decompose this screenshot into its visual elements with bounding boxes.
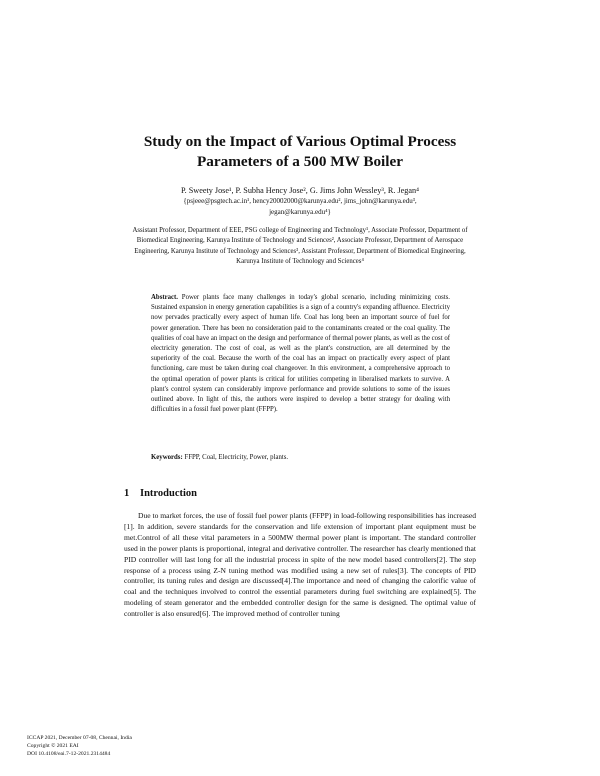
footer-copyright: Copyright © 2021 EAI: [27, 743, 79, 750]
title-line-2: Parameters of a 500 MW Boiler: [197, 153, 403, 170]
author-affiliations: Assistant Professor, Department of EEE, PSG college of Engineering and Technology¹, Associate Professor, Department of Biomedical Engineering, Karunya Institute of Technology and Sciences², Associate Professor, Department of Aerospace Engineering, Karunya Institute of Technology and Sciences³, Assistant Professor, Department of Biomedical Engineering, Karunya Institute of Technology and Sciences⁴: [132, 227, 468, 265]
keywords: [151, 453, 450, 463]
paper-title: [100, 132, 500, 172]
section-heading: [124, 487, 476, 501]
author-emails: [120, 196, 480, 217]
keywords-text: FFPP, Coal, Electricity, Power, plants.: [184, 454, 289, 461]
footer-conference: ICCAP 2021, December 07-08, Chennai, India: [27, 735, 132, 741]
section-title: Introduction: [140, 488, 197, 499]
abstract-text: Power plants face many challenges in today's global scenario, including minimizing costs. Sustained expansion in energy generation capabilities is a sign of a country's expanding affluence. Electricity now pervades practically every aspect of human life. Coal has long been an important source of fuel for power generation. There has been no consideration paid to the contaminants created or the coal quality. The qualities of coal have an impact on the design and performance of thermal power plants, as well as the cost of electricity generation. The cost of coal, as well as the plant's construction, are all determined by the superiority of the coal. Because the worth of the coal has an impact on practically every aspect of plant functioning, care must be taken during coal changeover. In this environment, a comprehensive approach to the optimal operation of power plants is critical for utilities competing in liberalised markets to survive. A plant's control system can considerably improve performance and provide solutions to some of the issues outlined above. In light of this, the authors were inspired to develop a better strategy for dealing with difficulties in a fossil fuel power plant (FFPP).: [151, 294, 451, 414]
emails-line-1: {psjeee@psgtech.ac.in¹, hency20002000@karunya.edu², jims_john@karunya.edu³,: [183, 197, 417, 205]
abstract-label: Abstract.: [151, 294, 178, 301]
title-line-1: Study on the Impact of Various Optimal Process: [143, 133, 457, 150]
intro-paragraph: Due to market forces, the use of fossil fuel power plants (FFPP) in load-following responsibilities has increased [1]. In addition, severe standards for the conservation and life extension of important plant equipment must be met.Control of all these vital parameters in a 500MW thermal power plant is important. The standard controller used in the power plants is proportional, integral and derivative controller. The researcher has clearly mentioned that PID controller will last long for all the industrial process in spite of the new model based controllers[2]. The step response of a process using Z-N tuning method was modified using a new set of rules[3]. The concepts of PID controller, its tuning rules and design are discussed[4].The importance and need of changing the calorific value of coal and the techniques involved to control the essential parameters during fuel switching are explained[5]. The modeling of steam generator and the embedded controller design for the same is designed. The optimal value of controller is also ensured[6]. The improved method of controller tuning: [124, 511, 476, 619]
author-names: P. Sweety Jose¹, P. Subha Hency Jose², G. Jims John Wessley³, R. Jegan⁴: [181, 186, 419, 195]
page-footer: [27, 734, 247, 759]
section-number: 1: [124, 488, 130, 499]
keywords-label: Keywords:: [151, 454, 183, 461]
footer-doi: DOI 10.4108/eai.7-12-2021.2314484: [27, 751, 111, 758]
abstract: [151, 293, 450, 415]
emails-line-2: jegan@karunya.edu⁴}: [269, 207, 331, 216]
